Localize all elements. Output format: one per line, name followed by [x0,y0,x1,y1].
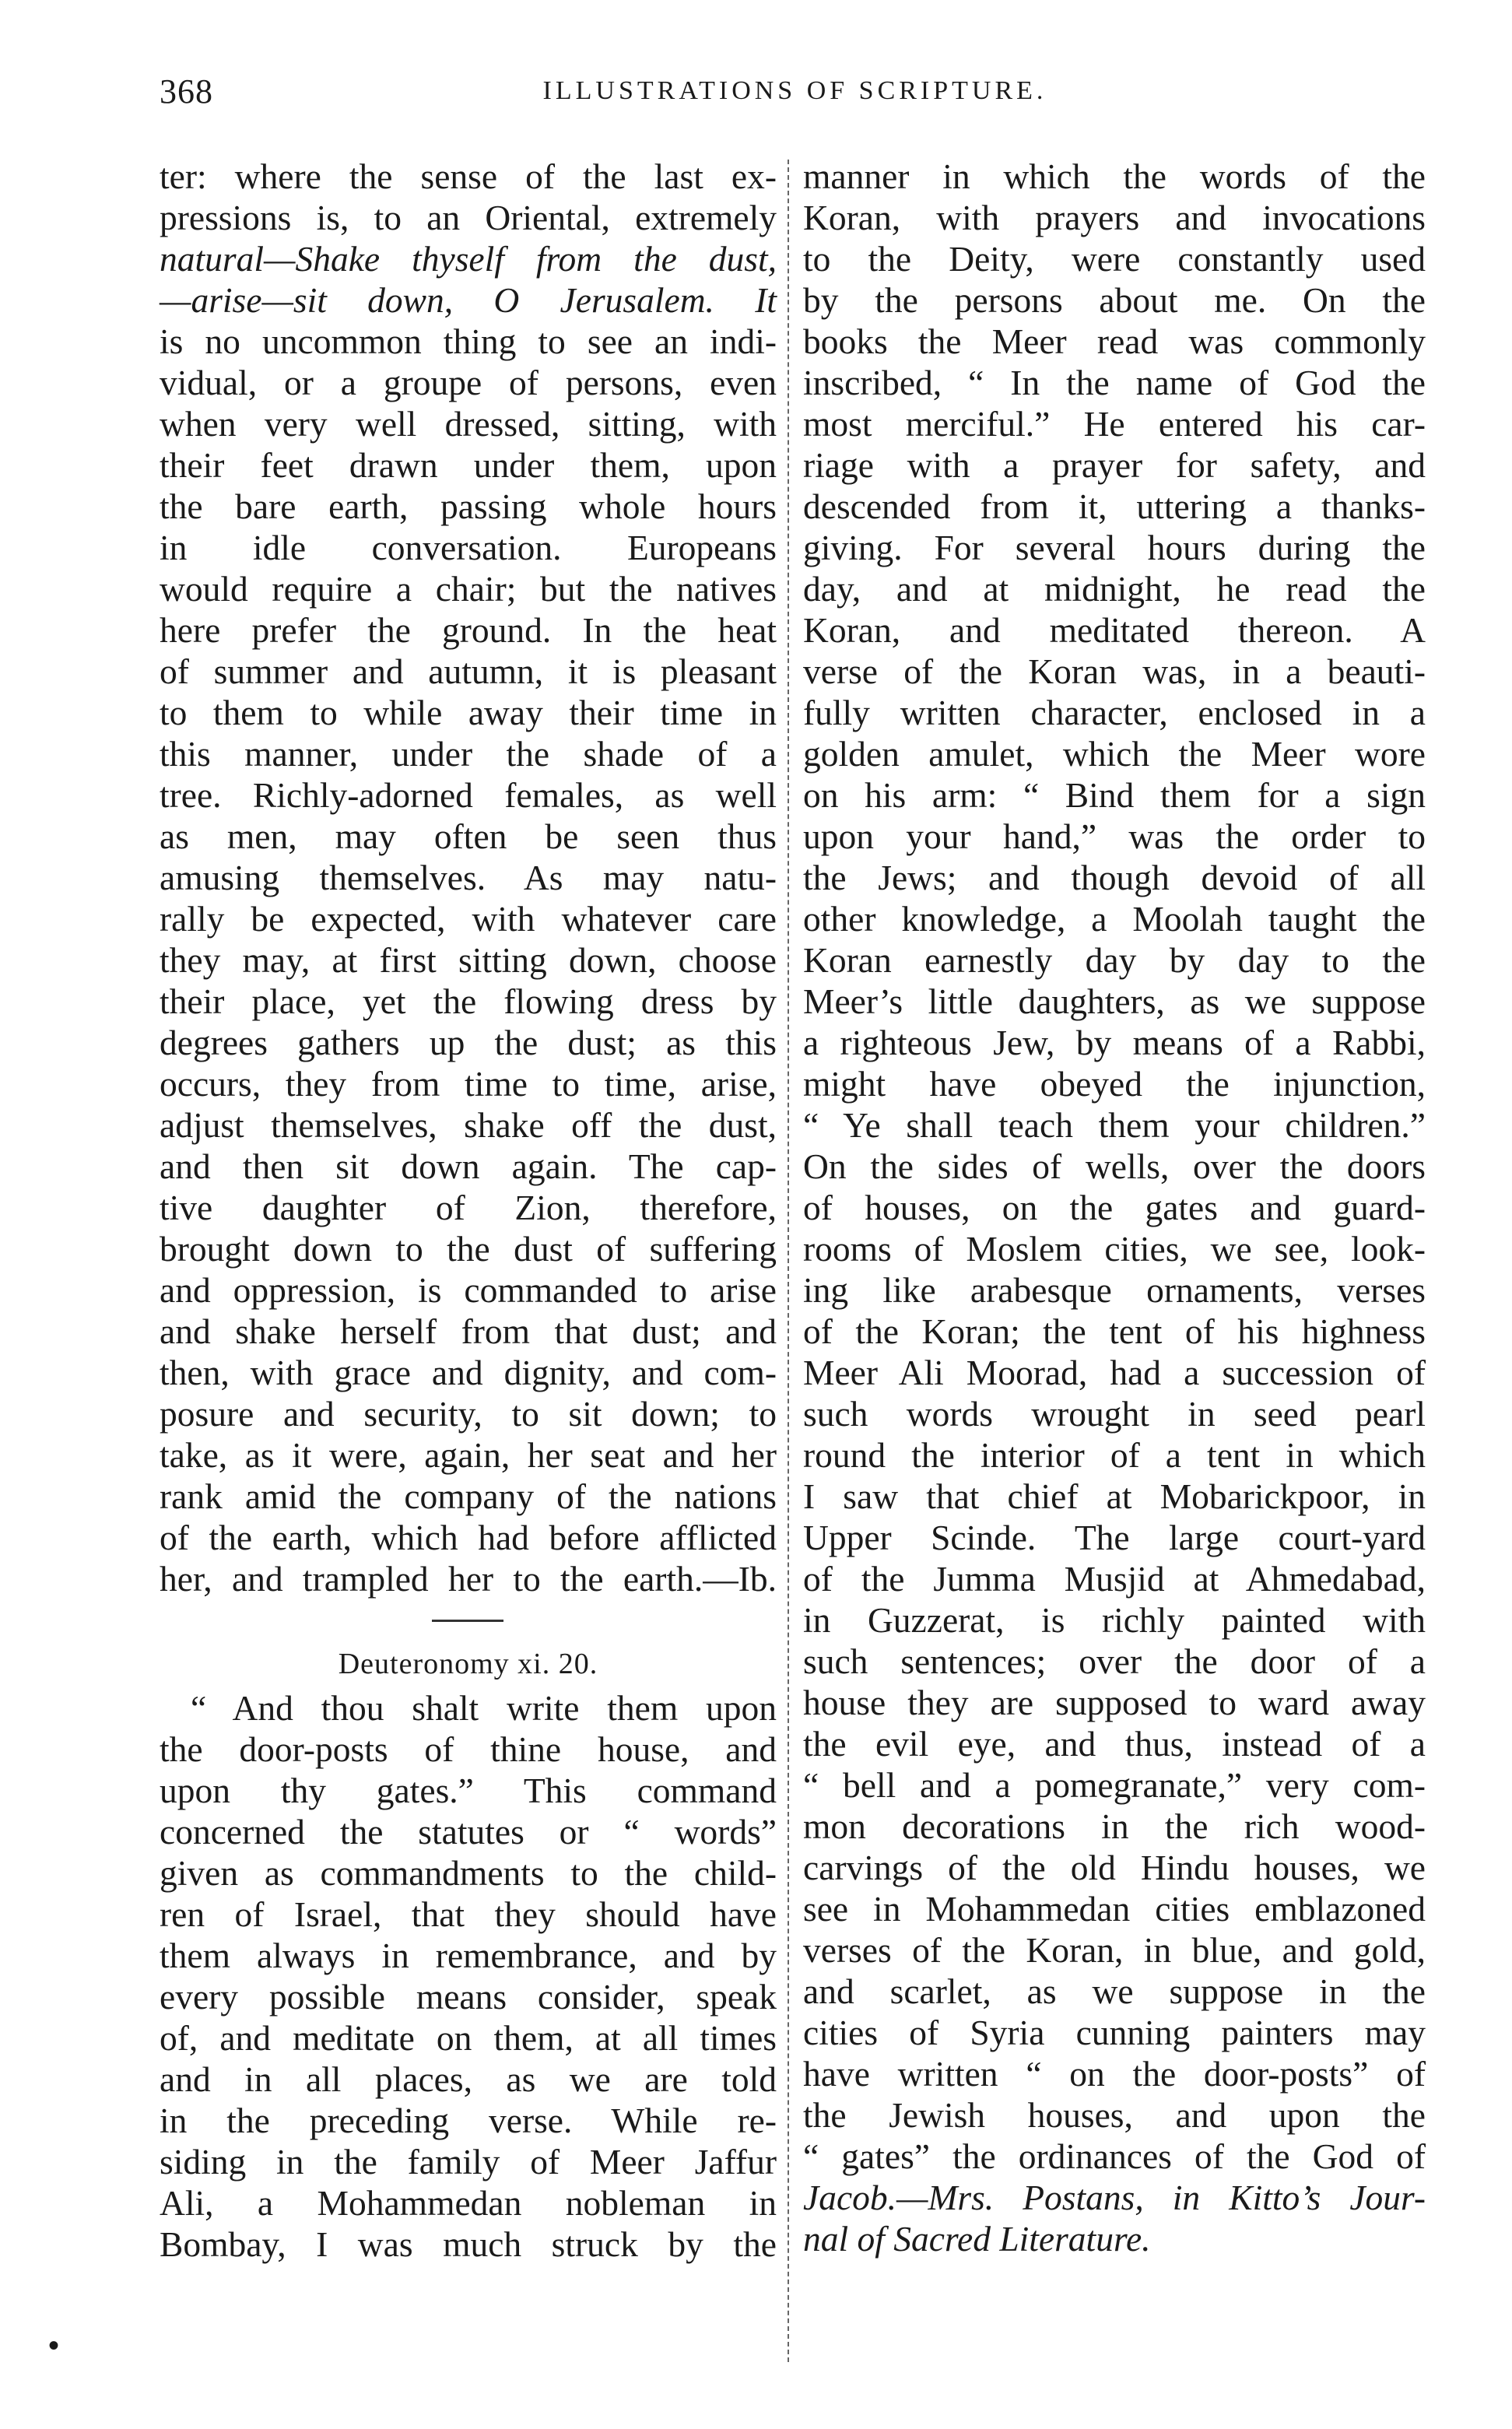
text-line: of summer and autumn, it is pleasant [160,651,777,691]
text-line: manner in which the words of the [803,156,1426,196]
text-line: carvings of the old Hindu houses, we [803,1848,1426,1887]
section-heading: Deuteronomy xi. 20. [338,1648,598,1680]
text-line: tive daughter of Zion, therefore, [160,1188,777,1227]
text-line: in idle conversation. Europeans [160,528,777,567]
text-line: Koran earnestly day by day to the [803,940,1426,980]
text-line: rooms of Moslem cities, we see, look- [803,1229,1426,1269]
text-line: ren of Israel, that they should have [160,1894,777,1934]
text-line: in Guzzerat, is richly painted with [803,1600,1426,1640]
text-line: other knowledge, a Moolah taught the [803,899,1426,939]
right-column [803,156,1426,2259]
text-line: “ And thou shalt write them upon [191,1688,777,1728]
text-line: is no uncommon thing to see an indi- [160,321,777,361]
text-line: pressions is, to an Oriental, extremely [160,198,777,237]
text-line: upon your hand,” was the order to [803,816,1426,856]
text-line: ing like arabesque ornaments, verses [803,1270,1426,1310]
text-line: in the preceding verse. While re- [160,2101,777,2140]
text-line: here prefer the ground. In the heat [160,610,777,650]
text-line: and then sit down again. The cap- [160,1146,777,1186]
text-line: Ali, a Mohammedan nobleman in [160,2183,777,2223]
text-line: siding in the family of Meer Jaffur [160,2142,777,2182]
text-line: Koran, and meditated thereon. A [803,610,1426,650]
text-line: I saw that chief at Mobarickpoor, in [803,1476,1426,1516]
text-line: take, as it were, again, her seat and her [160,1435,777,1475]
paragraph-deuteronomy [160,1687,777,2265]
text-line: her, and trampled her to the earth.—Ib. [160,1559,777,1599]
text-line: nal of Sacred Literature. [803,2219,1151,2259]
text-line: most merciful.” He entered his car- [803,404,1426,444]
text-line: degrees gathers up the dust; as this [160,1023,777,1062]
text-line: Bombay, I was much struck by the [160,2224,777,2264]
text-line: rally be expected, with whatever care [160,899,777,939]
text-line: cities of Syria cunning painters may [803,2013,1426,2052]
text-line: of, and meditate on them, at all times [160,2018,777,2058]
text-line: and scarlet, as we suppose in the [803,1971,1426,2011]
text-line: such sentences; over the door of a [803,1641,1426,1681]
text-line: descended from it, uttering a thanks- [803,486,1426,526]
text-line: such words wrought in seed pearl [803,1394,1426,1434]
text-line: every possible means consider, speak [160,1977,777,2017]
text-line: Jacob.—Mrs. Postans, in Kitto’s Jour- [803,2178,1426,2217]
text-line: golden amulet, which the Meer wore [803,734,1426,774]
text-line: would require a chair; but the natives [160,569,777,609]
text-line: adjust themselves, shake off the dust, [160,1105,777,1145]
text-line: of the Koran; the tent of his highness [803,1311,1426,1351]
text-line: this manner, under the shade of a [160,734,777,774]
text-line: of the Jumma Musjid at Ahmedabad, [803,1559,1426,1599]
text-line: by the persons about me. On the [803,280,1426,320]
section-divider-rule [160,1599,777,1641]
text-line: On the sides of wells, over the doors [803,1146,1426,1186]
text-line: riage with a prayer for safety, and [803,445,1426,485]
text-line: of houses, on the gates and guard- [803,1188,1426,1227]
text-line: Koran, with prayers and invocations [803,198,1426,237]
text-line: a righteous Jew, by means of a Rabbi, [803,1023,1426,1062]
left-column [160,156,777,2265]
text-line: and in all places, as we are told [160,2059,777,2099]
text-line: then, with grace and dignity, and com- [160,1353,777,1392]
text-line: given as commandments to the child- [160,1853,777,1893]
page-header [160,72,1430,126]
text-line: Upper Scinde. The large court-yard [803,1518,1426,1557]
text-line: and oppression, is commanded to arise [160,1270,777,1310]
text-line: “ Ye shall teach them your children.” [803,1105,1426,1145]
text-line: giving. For several hours during the [803,528,1426,567]
text-line: them always in remembrance, and by [160,1936,777,1975]
text-line: might have obeyed the injunction, [803,1064,1426,1104]
column-divider [788,160,789,2362]
text-line: see in Mohammedan cities emblazoned [803,1889,1426,1929]
text-line: verse of the Koran was, in a beauti- [803,651,1426,691]
text-line: upon thy gates.” This command [160,1771,777,1810]
text-line: and shake herself from that dust; and [160,1311,777,1351]
text-line: vidual, or a groupe of persons, even [160,363,777,402]
text-line: “ bell and a pomegranate,” very com- [803,1765,1426,1805]
text-line: inscribed, “ In the name of God the [803,363,1426,402]
running-head: ILLUSTRATIONS OF SCRIPTURE. [542,76,1047,105]
text-line: fully written character, enclosed in a [803,693,1426,732]
text-line: to the Deity, were constantly used [803,239,1426,279]
text-line: natural—Shake thyself from the dust, [160,239,777,279]
text-line: Meer Ali Moorad, had a succession of [803,1353,1426,1392]
text-line: the evil eye, and thus, instead of a [803,1724,1426,1764]
text-line: the bare earth, passing whole hours [160,486,777,526]
text-line: —arise—sit down, O Jerusalem. It [160,280,777,320]
text-line: of the earth, which had before afflicted [160,1518,777,1557]
text-line: round the interior of a tent in which [803,1435,1426,1475]
text-line: they may, at first sitting down, choose [160,940,777,980]
text-line: the Jewish houses, and upon the [803,2095,1426,2135]
text-line: the Jews; and though devoid of all [803,858,1426,897]
text-line: day, and at midnight, he read the [803,569,1426,609]
text-line: the door-posts of thine house, and [160,1729,777,1769]
text-line: tree. Richly-adorned females, as well [160,775,777,815]
text-line: have written “ on the door-posts” of [803,2054,1426,2094]
text-line: occurs, they from time to time, arise, [160,1064,777,1104]
text-line: amusing themselves. As may natu- [160,858,777,897]
text-line: concerned the statutes or “ words” [160,1812,777,1852]
text-line: Meer’s little daughters, as we suppose [803,981,1426,1021]
text-line: verses of the Koran, in blue, and gold, [803,1930,1426,1970]
text-line: house they are supposed to ward away [803,1683,1426,1722]
page-number: 368 [160,72,213,111]
paragraph-isaiah-commentary [160,156,777,1599]
text-line: to them to while away their time in [160,693,777,732]
text-line: as men, may often be seen thus [160,816,777,856]
text-line: on his arm: “ Bind them for a sign [803,775,1426,815]
stray-ink-mark: • [48,2328,60,2363]
text-line: their place, yet the flowing dress by [160,981,777,1021]
text-line: rank amid the company of the nations [160,1476,777,1516]
text-line: brought down to the dust of suffering [160,1229,777,1269]
text-line: posure and security, to sit down; to [160,1394,777,1434]
text-line: mon decorations in the rich wood- [803,1806,1426,1846]
text-line: ter: where the sense of the last ex- [160,156,777,196]
text-line: their feet drawn under them, upon [160,445,777,485]
text-line: when very well dressed, sitting, with [160,404,777,444]
text-line: books the Meer read was commonly [803,321,1426,361]
text-line: “ gates” the ordinances of the God of [803,2136,1426,2176]
